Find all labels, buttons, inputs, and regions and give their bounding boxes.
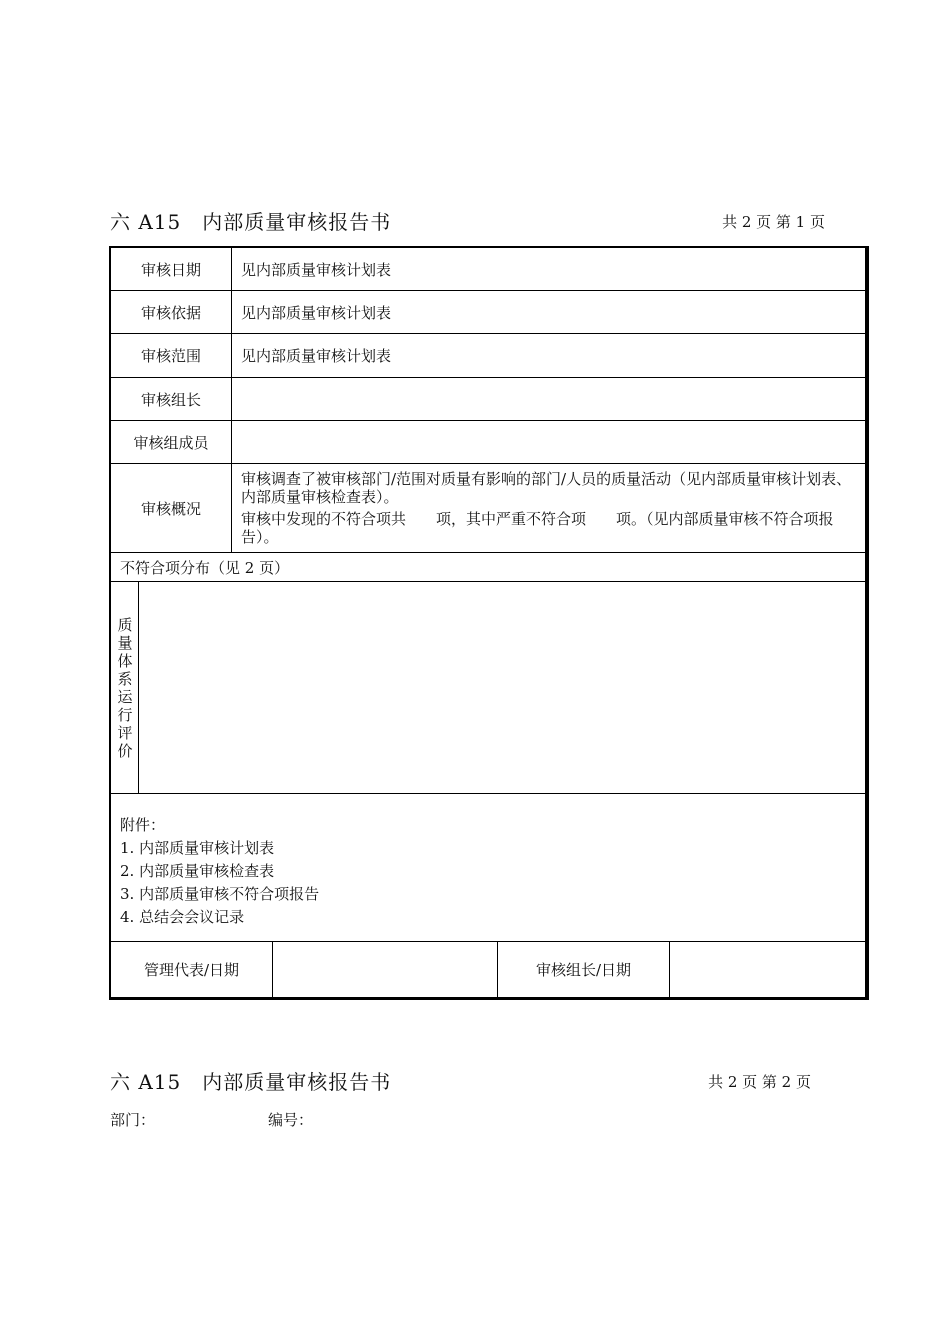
page-indicator: 共 2 页 第 1 页	[722, 213, 825, 231]
audit-scope-value[interactable]: 见内部质量审核计划表	[241, 347, 392, 365]
row-audit-basis	[111, 291, 865, 334]
page1-header	[110, 206, 825, 236]
summary-line-2: 审核中发现的不符合项共 项，其中严重不符合项 项。（见内部质量审核不符合项报告）。	[241, 510, 834, 546]
page2-header	[110, 1066, 825, 1096]
number-label: 编号：	[268, 1111, 314, 1129]
evaluation-label-cell	[111, 582, 139, 793]
row-team-leader	[111, 378, 865, 421]
row-signatures	[111, 942, 865, 997]
attachments-heading: 附件：	[120, 816, 166, 834]
page-indicator-page2: 共 2 页 第 2 页	[708, 1073, 811, 1091]
row-team-members	[111, 421, 865, 464]
evaluation-content[interactable]	[139, 582, 865, 793]
row-evaluation	[111, 582, 865, 794]
team-leader-label: 审核组长	[111, 378, 232, 420]
audit-report-form	[109, 246, 869, 1000]
attachment-item: 3. 内部质量审核不符合项报告	[120, 885, 320, 903]
row-attachments	[111, 794, 865, 942]
evaluation-label: 质量体系运行评价	[117, 616, 133, 760]
row-audit-summary	[111, 464, 865, 553]
audit-basis-value[interactable]: 见内部质量审核计划表	[241, 303, 392, 322]
audit-summary-label: 审核概况	[111, 464, 232, 552]
team-members-label: 审核组成员	[111, 421, 232, 463]
row-nonconformity	[111, 553, 865, 582]
audit-basis-label: 审核依据	[111, 291, 232, 333]
document-title-page2: 六 A15 内部质量审核报告书	[110, 1070, 392, 1094]
department-label: 部门：	[110, 1111, 156, 1129]
row-audit-date	[111, 248, 865, 291]
attachments-list	[120, 814, 319, 929]
mgmt-rep-date-value[interactable]	[273, 942, 498, 997]
summary-line-1: 审核调查了被审核部门/范围对质量有影响的部门/人员的质量活动（见内部质量审核计划表、内部质量审核检查表）。	[241, 470, 852, 506]
team-leader-value[interactable]	[232, 378, 865, 420]
audit-date-value[interactable]: 见内部质量审核计划表	[241, 260, 392, 279]
attachment-item: 4. 总结会会议记录	[120, 908, 245, 926]
team-leader-date-label: 审核组长/日期	[498, 942, 670, 997]
audit-summary-text[interactable]	[241, 470, 857, 550]
attachment-item: 1. 内部质量审核计划表	[120, 839, 275, 857]
nonconformity-distribution: 不符合项分布（见 2 页）	[120, 558, 290, 577]
audit-date-label: 审核日期	[111, 248, 232, 290]
audit-scope-label: 审核范围	[111, 334, 232, 377]
row-audit-scope	[111, 334, 865, 378]
team-members-value[interactable]	[232, 421, 865, 463]
team-leader-date-value[interactable]	[670, 942, 865, 997]
mgmt-rep-date-label: 管理代表/日期	[111, 942, 273, 997]
attachment-item: 2. 内部质量审核检查表	[120, 862, 275, 880]
document-title: 六 A15 内部质量审核报告书	[110, 210, 392, 234]
